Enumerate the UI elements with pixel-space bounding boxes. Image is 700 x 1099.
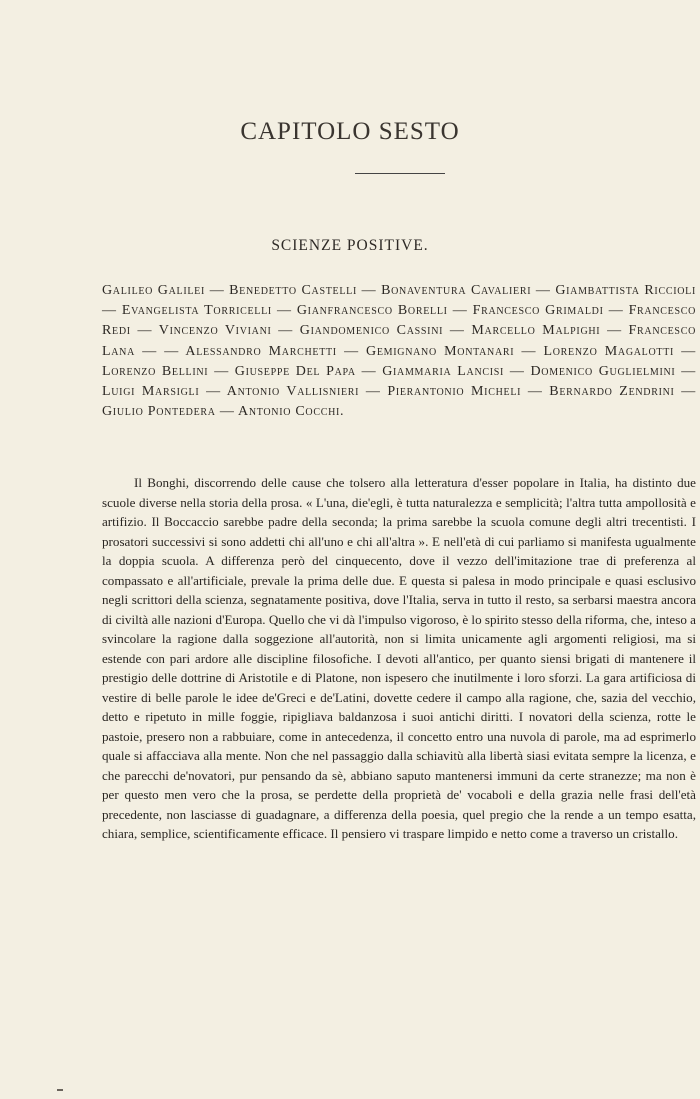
chapter-title: CAPITOLO SESTO	[240, 118, 460, 145]
chapter-summary: Galileo Galilei — Benedetto Castelli — Bonaventura Cavalieri — Giambattista Riccioli — Evangelista Torricelli — Gianfrancesco Borelli — Francesco Grimaldi — Francesco Redi — Vincenzo Viviani — Giandomenico Cassini — Marcello Malpighi — Francesco Lana — — Alessandro Marchetti — Gemignano Montanari — Lorenzo Magalotti — Lorenzo Bellini — Giuseppe Del Papa — Giammaria Lancisi — Domenico Guglielmini — Luigi Marsigli — Antonio Vallisnieri — Pierantonio Micheli — Bernardo Zendrini — Giulio Pontedera — Antonio Cocchi.	[102, 283, 696, 420]
body-paragraph: Il Bonghi, discorrendo delle cause che tolsero alla letteratura d'esser popolare in Italia, ha distinto due scuole diverse nella storia della prosa. « L'una, die'egli, è tutta naturalezza e semplicità; l'altra tutta ampollosità e artifizio. Il Boccaccio sarebbe padre della seconda; la prima sarebbe la scuola comune degli altri trecentisti. I prosatori successivi si sono addetti chi all'uno e chi all'altra ». E nell'età di cui parliamo si manifesta ugualmente la doppia scuola. A differenza però del cinquecento, dove il vezzo dell'imitazione trae di preferenza al compassato e all'artificiale, prevale la prima delle due. E questa si palesa in modo principale e quasi esclusivo negli scrittori della scienza, segnatamente positiva, dove l'Italia, serva in tutto il resto, sa serbarsi maestra ancora di civiltà alle nazioni d'Europa. Quello che vi dà l'impulso vigoroso, è lo spirito stesso della riforma, che, inteso a svincolare la ragione dalla soggezione all'autorità, non si limita unicamente agli argomenti religiosi, ma si estende con pari ardore alle discipline filosofiche. I devoti all'antico, per quanto siensi brigati di mantenere il prestigio delle dottrine di Aristotile e di Platone, non ispesero che inutilmente i loro sforzi. La gara artificiosa di vestire di belle parole le idee de'Greci e de'Latini, dovette cedere il campo alla ragione, che, sazia del vecchio, detto e ripetuto in mille foggie, ripigliava baldanzosa i suoi antichi diritti. I novatori della scienza, rotte le pastoie, presero non a rabbuiare, come in antecedenza, il concetto entro una nuvola di parole, ma ad esprimerlo quale si affacciava alla mente. Non che nel passaggio dalla schiavitù alla libertà siasi evitata sempre la licenza, e che parecchi de'novatori, pur pensando da sè, abbiano saputo mantenersi immuni da certe stranezze; ma non è per questo men vero che la prosa, se perdette della proprietà de' vocaboli e della grazia nelle frasi dell'età precedente, non lasciasse di guadagnare, a differenza della poesia, quel pregio che la rende a un tempo esatta, chiara, semplice, scientificamente efficace. Il pensiero vi traspare limpido e netto come a traverso un cristallo.	[102, 475, 696, 841]
title-divider	[355, 173, 445, 174]
page-speck	[57, 1089, 63, 1091]
section-title: SCIENZE POSITIVE.	[271, 237, 429, 254]
